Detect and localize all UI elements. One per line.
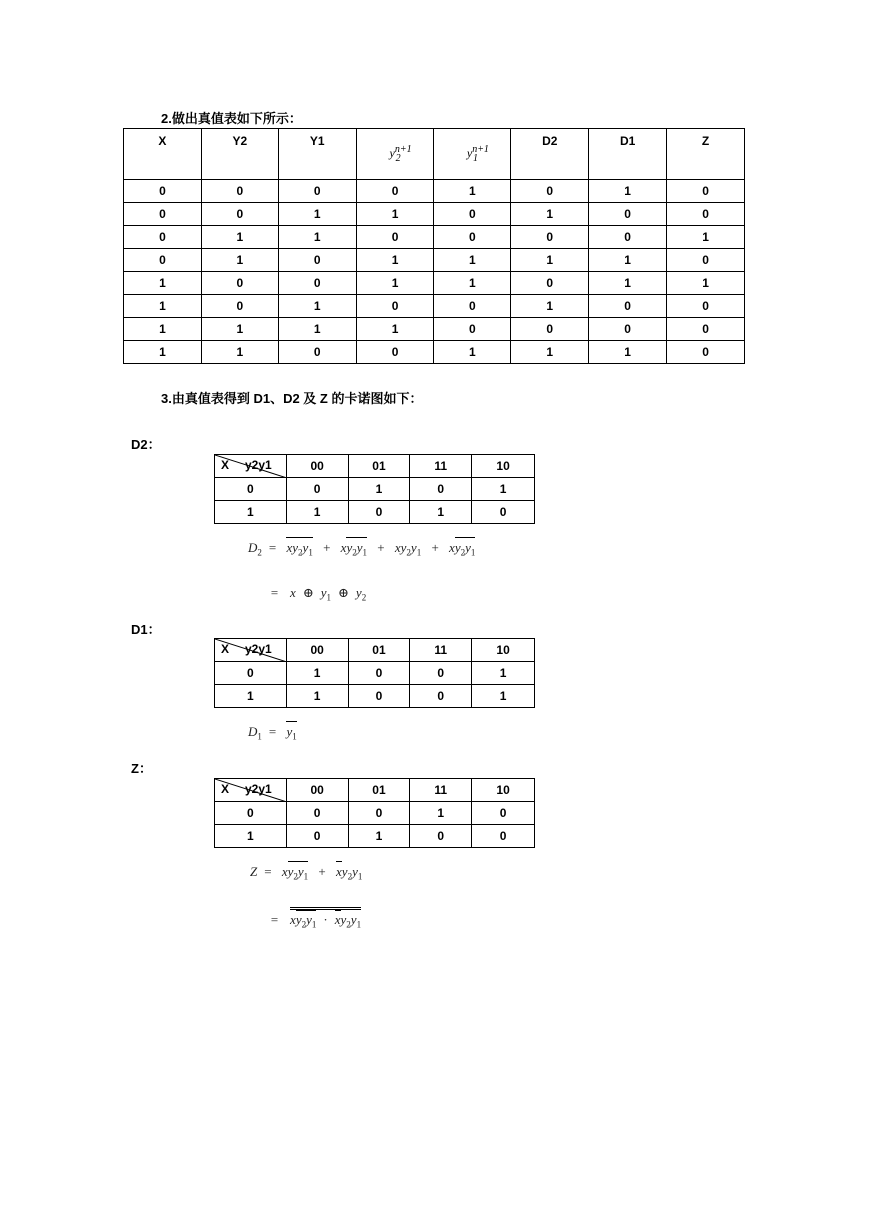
table-cell: 0 — [589, 295, 667, 318]
table-cell: 1 — [278, 203, 356, 226]
table-cell: 0 — [589, 318, 667, 341]
kmap-cell: 0 — [472, 825, 535, 848]
kmap-col-header: 00 — [286, 639, 348, 662]
kmap-col-header: 01 — [348, 455, 410, 478]
table-cell: 0 — [434, 295, 511, 318]
kmap-cell: 0 — [286, 825, 348, 848]
table-cell: 0 — [278, 272, 356, 295]
kmap-cell: 0 — [348, 802, 410, 825]
kmap-corner-cell — [215, 779, 287, 802]
kmap-col-header: 11 — [410, 455, 472, 478]
table-cell: 0 — [201, 295, 278, 318]
table-cell: 1 — [201, 226, 278, 249]
table-cell: 1 — [356, 249, 434, 272]
table-cell: 1 — [124, 295, 202, 318]
table-row — [124, 272, 745, 295]
header-d1: D1 — [589, 129, 667, 180]
kmap-d2 — [214, 454, 535, 524]
header-d2: D2 — [511, 129, 589, 180]
table-cell: 1 — [667, 226, 745, 249]
kmap-col-header: 01 — [348, 779, 410, 802]
header-y2: Y2 — [201, 129, 278, 180]
header-y1-next: $y^{n+1}_1$ — [434, 129, 511, 180]
table-row — [124, 203, 745, 226]
kmap-cell: 0 — [472, 802, 535, 825]
truth-table-header — [124, 129, 745, 180]
table-cell: 1 — [356, 272, 434, 295]
kmap-col-header: 11 — [410, 639, 472, 662]
kmap-row-header: 0 — [215, 802, 287, 825]
table-row — [124, 318, 745, 341]
kmap-cell: 1 — [286, 662, 348, 685]
kmap-col-header: 00 — [286, 779, 348, 802]
kmap-col-header: 01 — [348, 639, 410, 662]
z-equation: $Z = xy_2y_1 + xy_2y_1$ — [250, 864, 362, 882]
kmap-row — [215, 685, 535, 708]
kmap-header-row — [215, 779, 535, 802]
kmap-d1 — [214, 638, 535, 708]
kmap-row-header: 1 — [215, 685, 287, 708]
table-cell: 0 — [667, 295, 745, 318]
kmap-row-var: X — [221, 642, 230, 656]
table-row — [124, 226, 745, 249]
table-row — [124, 295, 745, 318]
table-cell: 0 — [511, 272, 589, 295]
header-y2-next: $y^{n+1}_2$ — [356, 129, 434, 180]
kmap-row-header: 1 — [215, 825, 287, 848]
kmap-col-var: y2y1 — [245, 782, 272, 796]
kmap-cell: 1 — [472, 478, 535, 501]
kmap-row-header: 1 — [215, 501, 287, 524]
kmap-col-header: 10 — [472, 639, 535, 662]
table-cell: 0 — [201, 203, 278, 226]
kmap-row-var: X — [221, 458, 230, 472]
table-cell: 1 — [667, 272, 745, 295]
section3-heading: 3.由真值表得到 D1、D2 及 Z 的卡诺图如下： — [161, 391, 423, 406]
table-cell: 1 — [124, 318, 202, 341]
table-cell: 0 — [278, 180, 356, 203]
table-cell: 0 — [124, 226, 202, 249]
kmap-cell: 1 — [348, 825, 410, 848]
table-cell: 1 — [511, 203, 589, 226]
table-cell: 0 — [201, 272, 278, 295]
kmap-header-row — [215, 455, 535, 478]
kmap-cell: 1 — [472, 685, 535, 708]
kmap-col-header: 00 — [286, 455, 348, 478]
table-cell: 1 — [278, 295, 356, 318]
d2-equation: $D_2 = xy_2y_1 + xy_2y_1 + xy_2y_1 + xy_2y_1$ — [248, 540, 475, 558]
table-cell: 1 — [124, 272, 202, 295]
kmap-corner-cell — [215, 455, 287, 478]
kmap-row — [215, 501, 535, 524]
table-cell: 0 — [667, 341, 745, 364]
table-cell: 1 — [278, 318, 356, 341]
kmap-cell: 0 — [286, 802, 348, 825]
table-row — [124, 341, 745, 364]
kmap-header-row — [215, 639, 535, 662]
kmap-row-header: 0 — [215, 478, 287, 501]
d1-label: D1： — [131, 622, 161, 637]
table-row — [124, 249, 745, 272]
d2-label: D2： — [131, 437, 161, 452]
kmap-col-header: 11 — [410, 779, 472, 802]
table-cell: 0 — [356, 180, 434, 203]
d2-equation-simplified: = x ⊕ $y_1$ ⊕ $y_2$ — [270, 585, 367, 603]
table-cell: 0 — [667, 249, 745, 272]
table-cell: 0 — [511, 180, 589, 203]
table-cell: 0 — [667, 180, 745, 203]
kmap-cell: 1 — [286, 501, 348, 524]
table-cell: 1 — [434, 272, 511, 295]
table-cell: 0 — [434, 226, 511, 249]
kmap-row-var: X — [221, 782, 230, 796]
kmap-cell: 0 — [410, 825, 472, 848]
table-cell: 0 — [589, 226, 667, 249]
kmap-cell: 0 — [286, 478, 348, 501]
kmap-cell: 0 — [348, 685, 410, 708]
table-cell: 0 — [434, 203, 511, 226]
kmap-cell: 0 — [348, 501, 410, 524]
table-cell: 1 — [356, 318, 434, 341]
table-cell: 1 — [589, 180, 667, 203]
z-equation-nand: = $xy_2y_1 \cdot xy_2y_1$ — [270, 912, 361, 930]
kmap-row — [215, 662, 535, 685]
kmap-cell: 0 — [348, 662, 410, 685]
kmap-col-header: 10 — [472, 779, 535, 802]
table-cell: 0 — [278, 249, 356, 272]
table-cell: 0 — [356, 295, 434, 318]
table-cell: 1 — [356, 203, 434, 226]
kmap-cell: 1 — [348, 478, 410, 501]
table-cell: 1 — [511, 341, 589, 364]
table-cell: 0 — [589, 203, 667, 226]
z-label: Z： — [131, 761, 152, 776]
header-y1: Y1 — [278, 129, 356, 180]
table-cell: 0 — [511, 318, 589, 341]
table-cell: 1 — [278, 226, 356, 249]
table-cell: 0 — [124, 203, 202, 226]
table-cell: 0 — [434, 318, 511, 341]
kmap-cell: 0 — [472, 501, 535, 524]
kmap-row-header: 0 — [215, 662, 287, 685]
table-cell: 1 — [124, 341, 202, 364]
kmap-row — [215, 478, 535, 501]
kmap-col-var: y2y1 — [245, 458, 272, 472]
table-cell: 1 — [201, 341, 278, 364]
table-cell: 1 — [201, 249, 278, 272]
d1-equation: $D_1 = y_1$ — [248, 724, 297, 742]
table-cell: 0 — [511, 226, 589, 249]
table-cell: 1 — [589, 272, 667, 295]
table-cell: 0 — [201, 180, 278, 203]
table-cell: 1 — [201, 318, 278, 341]
kmap-row — [215, 802, 535, 825]
kmap-cell: 1 — [286, 685, 348, 708]
table-cell: 1 — [511, 249, 589, 272]
kmap-cell: 1 — [472, 662, 535, 685]
table-cell: 0 — [124, 180, 202, 203]
table-cell: 1 — [511, 295, 589, 318]
kmap-corner-cell — [215, 639, 287, 662]
kmap-cell: 0 — [410, 478, 472, 501]
header-z: Z — [667, 129, 745, 180]
kmap-row — [215, 825, 535, 848]
table-cell: 1 — [589, 341, 667, 364]
kmap-cell: 0 — [410, 662, 472, 685]
table-cell: 1 — [434, 180, 511, 203]
table-cell: 0 — [667, 203, 745, 226]
kmap-cell: 1 — [410, 501, 472, 524]
table-cell: 0 — [278, 341, 356, 364]
kmap-col-header: 10 — [472, 455, 535, 478]
table-cell: 0 — [667, 318, 745, 341]
table-cell: 0 — [124, 249, 202, 272]
table-cell: 0 — [356, 226, 434, 249]
table-cell: 1 — [589, 249, 667, 272]
kmap-cell: 1 — [410, 802, 472, 825]
table-cell: 1 — [434, 341, 511, 364]
kmap-z — [214, 778, 535, 848]
header-x: X — [124, 129, 202, 180]
table-cell: 1 — [434, 249, 511, 272]
kmap-col-var: y2y1 — [245, 642, 272, 656]
truth-table — [123, 128, 745, 364]
table-cell: 0 — [356, 341, 434, 364]
kmap-cell: 0 — [410, 685, 472, 708]
table-row — [124, 180, 745, 203]
section2-heading: 2.做出真值表如下所示： — [161, 111, 302, 126]
